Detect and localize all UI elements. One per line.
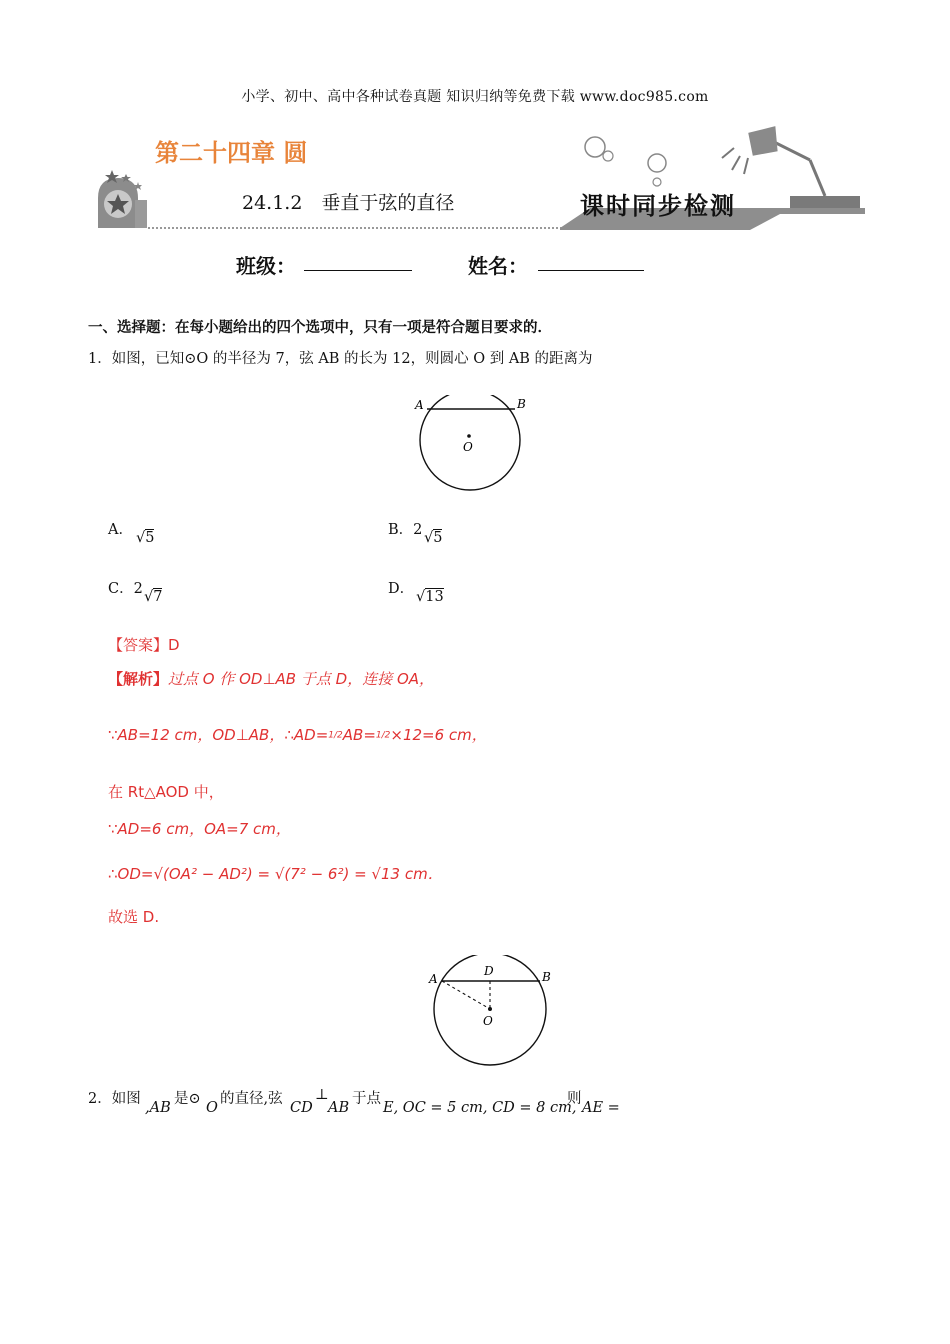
section-title: 一、选择题：在每小题给出的四个选项中，只有一项是符合题目要求的．: [88, 320, 552, 336]
figure1-label-a: A: [415, 398, 424, 412]
frac-half-1: 1/2: [328, 730, 343, 741]
option-d[interactable]: D． √13: [388, 581, 444, 605]
option-a-radicand: 5: [145, 530, 155, 546]
class-label: 班级：: [236, 254, 296, 278]
option-c-letter: C．: [108, 581, 134, 597]
figure2-label-o: O: [483, 1014, 493, 1028]
q2-math-4: AB: [328, 1100, 350, 1116]
analysis-line-5: ∴OD=√(OA² − AD²) = √(7² − 6²) = √13 cm．: [108, 865, 443, 883]
option-c[interactable]: C．2 √7: [108, 581, 163, 605]
figure2-label-a: A: [429, 972, 438, 986]
name-label: 姓名：: [468, 254, 528, 278]
figure2-label-b: B: [542, 970, 551, 984]
analysis-ab: AB=: [342, 726, 376, 744]
q2-part-5: 于点: [352, 1091, 381, 1107]
q2-part-4: ⊥: [315, 1087, 329, 1103]
analysis-tag: 【解析】: [108, 670, 169, 688]
star-badge-icon: [98, 170, 147, 228]
analysis-line-6: 故选 D.: [108, 908, 160, 926]
option-b[interactable]: B．2 √5: [388, 522, 443, 546]
q2-math-1: ,AB: [145, 1100, 171, 1116]
option-a[interactable]: A． √5: [108, 522, 155, 546]
question-1-text: 1．如图，已知⊙O 的半径为 7，弦 AB 的长为 12，则圆心 O 到 AB 的距离为: [88, 351, 593, 367]
q2-part-1: 2．如图: [88, 1091, 141, 1107]
lesson-title: 24.1.2 垂直于弦的直径: [242, 192, 455, 214]
analysis-line-1: [108, 668, 434, 689]
chapter-title: 第二十四章 圆: [155, 139, 308, 167]
name-field[interactable]: [538, 270, 644, 271]
site-header-line: 小学、初中、高中各种试卷真题 知识归纳等免费下载 www.doc985.com: [241, 89, 709, 105]
option-b-coef: 2: [413, 522, 423, 538]
q2-math-3: CD: [290, 1100, 313, 1116]
analysis-text-1: 过点 O 作 OD⊥AB 于点 D，连接 OA，: [168, 670, 435, 688]
class-field[interactable]: [304, 270, 412, 271]
frac-half-2: 1/2: [375, 730, 391, 741]
q2-math-6: AE =: [582, 1100, 620, 1116]
q2-part-2: 是⊙: [174, 1091, 201, 1107]
analysis-text-2: ∵AB=12 cm，OD⊥AB，∴AD=: [108, 726, 329, 744]
option-c-radicand: 7: [153, 589, 163, 605]
q2-math-5: E, OC = 5 cm, CD = 8 cm,: [383, 1100, 577, 1116]
q2-math-2: O: [206, 1100, 218, 1116]
figure1-label-o: O: [463, 440, 473, 454]
analysis-figure: [420, 955, 560, 1070]
analysis-text-2-rest: ×12=6 cm，: [390, 726, 487, 744]
figure2-label-d: D: [484, 964, 494, 978]
q2-part-3: 的直径,弦: [220, 1091, 283, 1107]
analysis-line-3: 在 Rt△AOD 中，: [108, 783, 224, 801]
analysis-line-2: [108, 724, 487, 745]
figure1-label-b: B: [517, 397, 526, 411]
q2-part-6: 则: [567, 1091, 582, 1107]
desk-lamp-icon: [722, 128, 825, 196]
answer-value: D: [168, 636, 180, 654]
sync-test-label: 课时同步检测: [580, 191, 736, 220]
option-a-letter: A．: [108, 522, 133, 538]
option-c-coef: 2: [133, 581, 143, 597]
answer-tag: 【答案】: [108, 636, 169, 654]
option-b-radicand: 5: [433, 530, 443, 546]
analysis-line-4: ∵AD=6 cm，OA=7 cm，: [108, 820, 291, 838]
answer-line: [108, 634, 180, 655]
option-b-letter: B．: [388, 522, 414, 538]
option-d-radicand: 13: [425, 589, 444, 605]
option-d-letter: D．: [388, 581, 415, 597]
question-1-figure: [405, 395, 535, 495]
